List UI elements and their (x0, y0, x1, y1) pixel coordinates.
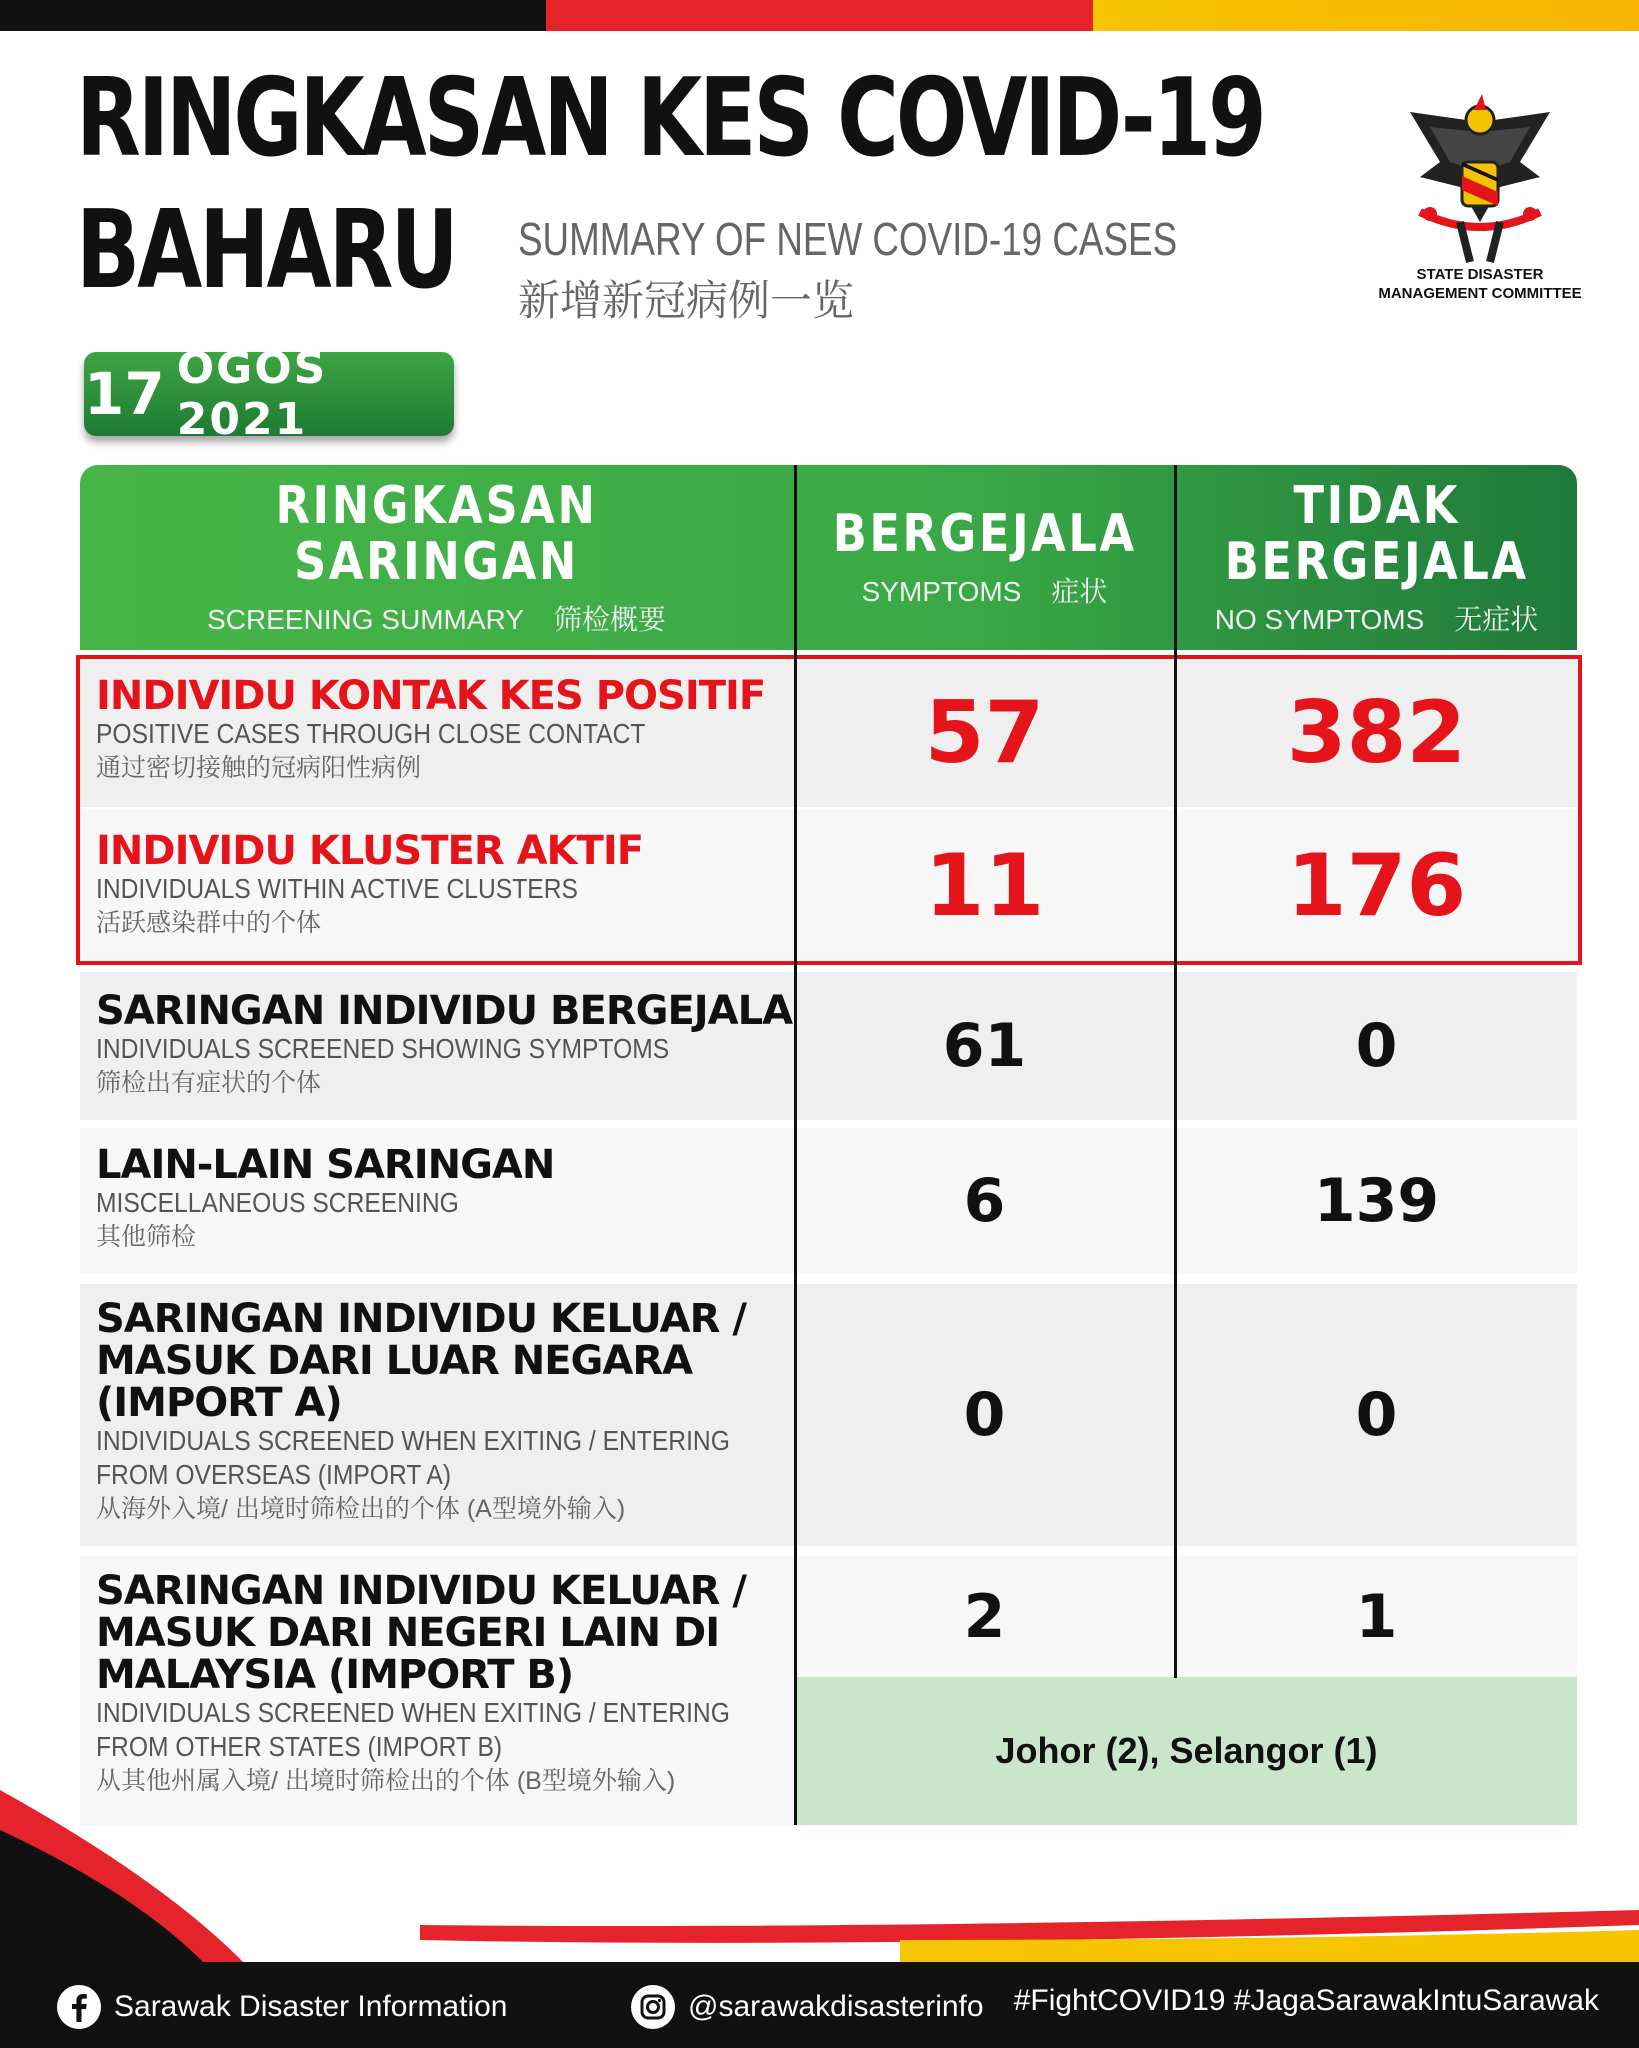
table-header (80, 465, 1577, 650)
row-title-malay-3: MALAYSIA (IMPORT B) (96, 1652, 574, 1698)
value-no-symptoms: 176 (1286, 836, 1467, 936)
footer-facebook[interactable] (56, 1984, 508, 2030)
date-month-year: OGOS 2021 (176, 343, 328, 445)
value-symptoms: 2 (963, 1581, 1006, 1652)
value-no-symptoms: 382 (1286, 683, 1467, 783)
logo-caption-line2: MANAGEMENT COMMITTEE (1378, 285, 1582, 302)
row-title-english-1: INDIVIDUALS SCREENED WHEN EXITING / ENTERING (96, 1425, 730, 1456)
row-title-malay: SARINGAN INDIVIDU BERGEJALA (96, 988, 793, 1034)
table-row (80, 972, 1577, 1120)
header-col3-title-1: TIDAK (1293, 475, 1460, 536)
row-title-english: POSITIVE CASES THROUGH CLOSE CONTACT (96, 718, 646, 749)
footer-bar (0, 1962, 1639, 2048)
bottom-swoosh-decoration (0, 1790, 1639, 1980)
column-divider-2 (1174, 465, 1177, 1678)
value-no-symptoms: 139 (1313, 1166, 1440, 1236)
row-title-english: MISCELLANEOUS SCREENING (96, 1187, 459, 1218)
row-title-chinese: 通过密切接触的冠病阳性病例 (96, 754, 422, 782)
header-col2-en: SYMPTOMS (861, 575, 1022, 607)
instagram-icon (630, 1984, 676, 2030)
row-title-english-2: FROM OVERSEAS (IMPORT A) (96, 1459, 452, 1490)
row-title-malay-3: (IMPORT A) (96, 1380, 342, 1426)
row-title-chinese: 活跃感染群中的个体 (96, 909, 322, 937)
header-col1-zh: 筛检概要 (553, 603, 666, 635)
row-title-chinese: 筛检出有症状的个体 (96, 1069, 322, 1097)
table-row (80, 1128, 1577, 1274)
header-col2-zh: 症状 (1051, 575, 1108, 607)
row-title-malay: INDIVIDU KLUSTER AKTIF (96, 828, 644, 874)
footer-hashtags: #FightCOVID19 #JagaSarawakIntuSarawak (1013, 1984, 1599, 2017)
facebook-label: Sarawak Disaster Information (114, 1990, 508, 2023)
header-col3-zh: 无症状 (1454, 603, 1539, 635)
value-symptoms: 0 (963, 1380, 1006, 1450)
row-title-malay-2: MASUK DARI NEGERI LAIN DI (96, 1610, 720, 1656)
header-col1-en: SCREENING SUMMARY (207, 603, 524, 635)
header-col1-sub (207, 598, 666, 638)
table-row (80, 1284, 1577, 1546)
import-b-states-note: Johor (2), Selangor (1) (796, 1677, 1577, 1825)
value-symptoms: 57 (924, 683, 1045, 783)
header-col2-sub (862, 570, 1108, 610)
row-title-english: INDIVIDUALS WITHIN ACTIVE CLUSTERS (96, 873, 578, 904)
instagram-label: @sarawakdisasterinfo (688, 1990, 984, 2023)
header-col3-title-2: BERGEJALA (1224, 531, 1529, 592)
header-symptoms (796, 465, 1173, 650)
row-title-english: INDIVIDUALS SCREENED SHOWING SYMPTOMS (96, 1033, 670, 1064)
subtitle-chinese: 新增新冠病例一览 (518, 277, 855, 324)
row-title-malay: LAIN-LAIN SARINGAN (96, 1142, 555, 1188)
row-title-malay-2: MASUK DARI LUAR NEGARA (96, 1338, 693, 1384)
footer-instagram[interactable] (630, 1984, 984, 2030)
top-color-bar (0, 0, 1639, 31)
date-badge (84, 343, 454, 445)
value-no-symptoms: 0 (1355, 1011, 1398, 1081)
value-no-symptoms: 1 (1355, 1581, 1398, 1652)
row-title-english-2: FROM OTHER STATES (IMPORT B) (96, 1731, 503, 1762)
row-title-chinese: 其他筛检 (96, 1223, 197, 1251)
row-label (80, 972, 793, 1120)
top-bar-red (546, 0, 1093, 31)
row-title-malay-1: SARINGAN INDIVIDU KELUAR / (96, 1568, 746, 1614)
top-bar-black (0, 0, 546, 31)
row-label (80, 1284, 793, 1546)
value-symptoms: 61 (942, 1011, 1027, 1081)
logo-caption (1360, 265, 1600, 303)
row-title-malay-1: SARINGAN INDIVIDU KELUAR / (96, 1296, 746, 1342)
row-label (80, 1556, 793, 1825)
subtitle-english: SUMMARY OF NEW COVID-19 CASES (518, 213, 1178, 265)
facebook-icon (56, 1984, 102, 2030)
header-screening-summary (80, 465, 793, 650)
row-title-malay: INDIVIDU KONTAK KES POSITIF (96, 673, 766, 719)
page-title-line1: RINGKASAN KES COVID-19 (76, 56, 1264, 181)
sarawak-crest-icon (1390, 92, 1570, 272)
column-divider-1 (794, 465, 797, 1825)
top-bar-yellow (1093, 0, 1639, 31)
header-col2-title: BERGEJALA (832, 503, 1137, 564)
header-no-symptoms (1176, 465, 1577, 650)
value-symptoms: 6 (963, 1166, 1006, 1236)
header-col1-title: RINGKASAN SARINGAN (275, 475, 598, 592)
page-title-line2: BAHARU (76, 188, 456, 313)
header-col3-en: NO SYMPTOMS (1214, 603, 1425, 635)
highlight-box (76, 655, 1582, 965)
header-col3-sub (1215, 598, 1539, 638)
date-day: 17 (84, 360, 165, 428)
row-title-english-1: INDIVIDUALS SCREENED WHEN EXITING / ENTERING (96, 1697, 730, 1728)
logo-caption-line1: STATE DISASTER (1416, 266, 1544, 283)
row-label (80, 1128, 793, 1274)
value-symptoms: 11 (924, 836, 1045, 936)
row-title-chinese: 从海外入境/ 出境时筛检出的个体 (A型境外输入) (96, 1495, 626, 1523)
row-title-chinese: 从其他州属入境/ 出境时筛检出的个体 (B型境外输入) (96, 1767, 676, 1795)
value-no-symptoms: 0 (1355, 1380, 1398, 1450)
